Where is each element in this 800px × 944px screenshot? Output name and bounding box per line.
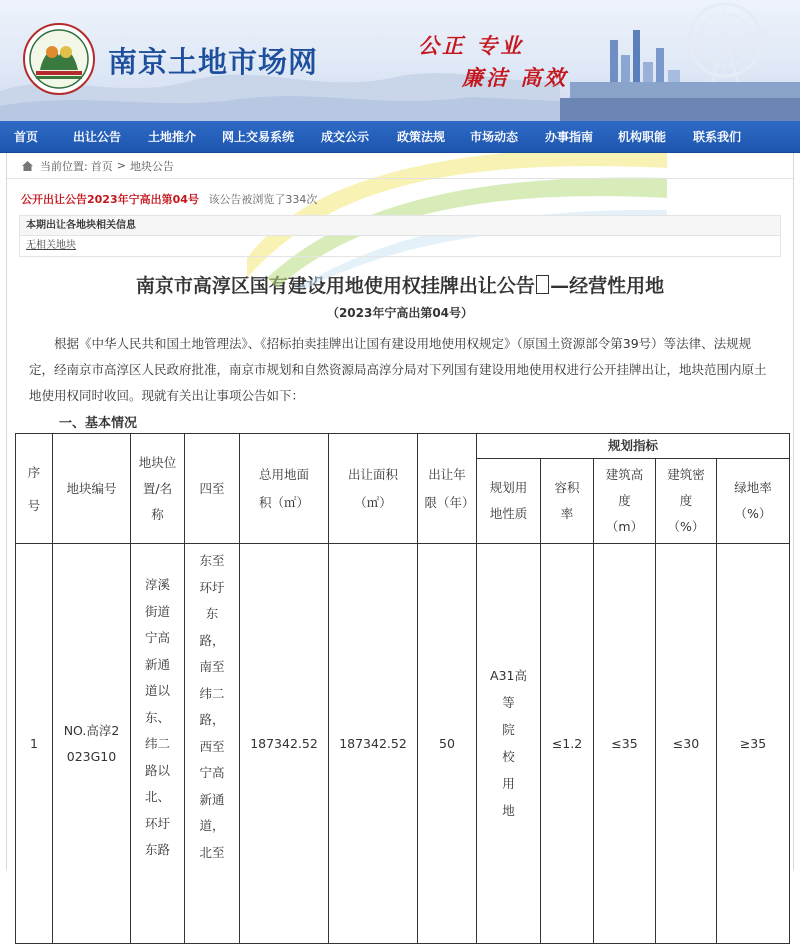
cell-far: ≤1.2	[541, 544, 594, 944]
header-seq: 序号	[16, 434, 53, 544]
header-location: 地块位置/名称	[131, 434, 185, 544]
header-density: 建筑密度（%）	[656, 459, 717, 544]
nav-item-policy[interactable]: 政策法规	[397, 130, 446, 144]
slogan-line-2: 廉洁 高效	[462, 65, 569, 90]
breadcrumb-current[interactable]: 地块公告	[129, 159, 174, 173]
nav-item-home[interactable]: 首页	[14, 130, 39, 144]
breadcrumb-separator: >	[116, 159, 126, 172]
cell-height: ≤35	[594, 544, 656, 944]
cell-seq: 1	[16, 544, 53, 944]
document-subtitle: （2023年宁高出第04号）	[326, 306, 474, 320]
plot-info-table	[15, 433, 790, 944]
nav-item-land-promotion[interactable]: 土地推介	[148, 130, 197, 144]
home-icon	[21, 160, 34, 172]
cell-bounds: 东至环圩东路，南至纬二路，西至宁高新通道，北至	[185, 544, 240, 944]
breadcrumb-label: 当前位置:	[40, 159, 88, 173]
nav-item-functions[interactable]: 机构职能	[618, 130, 667, 144]
slogan-line-1: 公正 专业	[418, 33, 525, 58]
nav-item-sale-notice[interactable]: 出让公告	[73, 130, 122, 144]
breadcrumb-home-link[interactable]: 首页	[90, 159, 113, 173]
cell-code: NO.高淳2023G10	[53, 544, 131, 944]
header-use: 规划用地性质	[477, 459, 541, 544]
nav-item-online-trading[interactable]: 网上交易系统	[222, 130, 295, 144]
header-total-area: 总用地面积（㎡）	[240, 434, 329, 544]
table-row	[16, 544, 790, 944]
header-sale-area: 出让面积（㎡）	[329, 434, 418, 544]
nav-item-deal-publicity[interactable]: 成交公示	[321, 130, 370, 144]
document-body: 根据《中华人民共和国土地管理法》、《招标拍卖挂牌出让国有建设用地使用权规定》（原国土资源部令第39号）等法律、法规规定，经南京市高淳区人民政府批准，南京市规划和自然资源局高淳分局对下列国有建设用地使用权进行公开挂牌出让，地块范围内原土地使用权同时收回。现就有关出让事项公告如下：	[29, 336, 767, 403]
cell-green: ≥35	[717, 544, 790, 944]
main-nav	[0, 121, 800, 153]
site-header	[0, 0, 800, 121]
cell-years: 50	[418, 544, 477, 944]
cell-sale-area: 187342.52	[329, 544, 418, 944]
nav-item-contact[interactable]: 联系我们	[693, 130, 742, 144]
cell-density: ≤30	[656, 544, 717, 944]
cell-total-area: 187342.52	[240, 544, 329, 944]
document-title: 南京市高淳区国有建设用地使用权挂牌出让公告 —经营性用地	[135, 275, 665, 297]
header-years: 出让年限（年）	[418, 434, 477, 544]
notice-views: 该公告被浏览了334次	[208, 193, 318, 206]
section-heading: 一、基本情况	[59, 416, 138, 431]
header-planning: 规划指标	[477, 434, 790, 459]
related-heading: 本期出让各地块相关信息	[20, 216, 780, 236]
cell-use: A31高 等院校用地	[477, 544, 541, 944]
cell-location: 淳溪街道宁高新通道以东、纬二路以北、环圩东路	[131, 544, 185, 944]
header-bounds: 四至	[185, 434, 240, 544]
notice-line	[7, 179, 793, 207]
related-link[interactable]: 无相关地块	[26, 240, 76, 251]
header-code: 地块编号	[53, 434, 131, 544]
header-height: 建筑高度（m）	[594, 459, 656, 544]
nav-item-market-news[interactable]: 市场动态	[470, 130, 519, 144]
notice-title: 公开出让公告2023年宁高出第04号	[21, 193, 199, 206]
related-plots-box	[19, 215, 781, 257]
land-bureau-emblem-icon	[22, 22, 96, 96]
header-far: 容积率	[541, 459, 594, 544]
nav-item-guide[interactable]: 办事指南	[545, 130, 594, 144]
site-title[interactable]: 南京土地市场网	[108, 45, 319, 79]
header-green: 绿地率（%）	[717, 459, 790, 544]
city-skyline-image	[500, 0, 800, 121]
breadcrumb	[7, 153, 793, 179]
